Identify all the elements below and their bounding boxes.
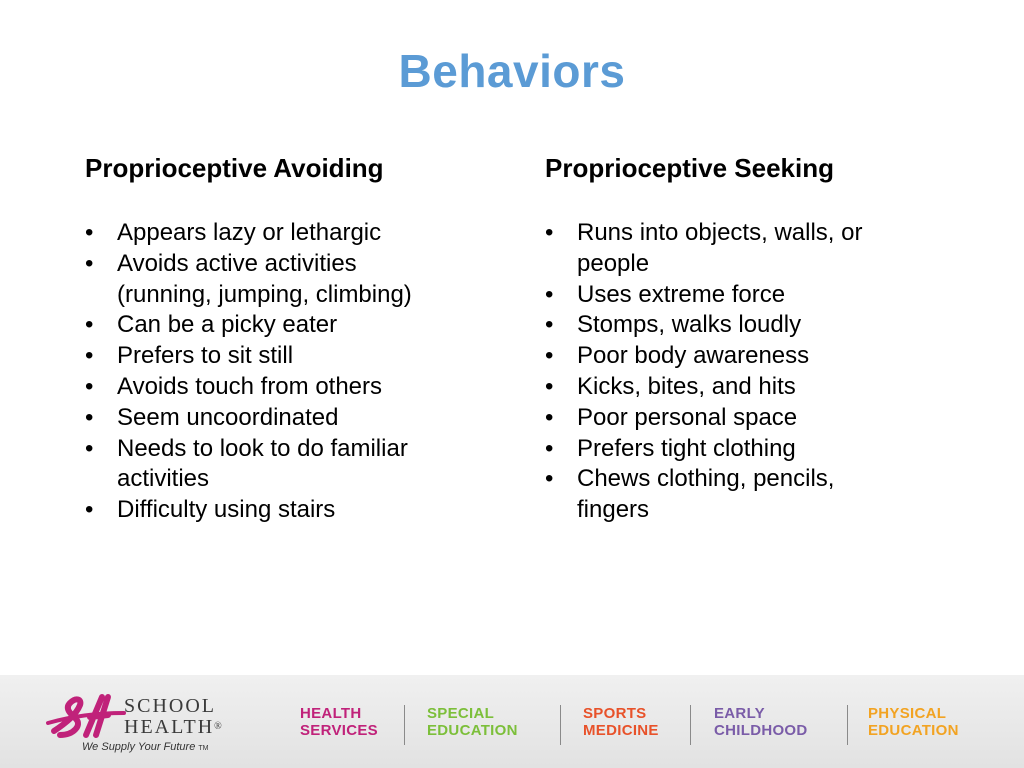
avoiding-list [85,218,485,526]
bullet-item [545,464,945,526]
bullet-text: Seem uncoordinated [117,403,339,431]
bullet-dot-icon: • [85,342,94,370]
bullet-text: activities [117,465,210,493]
bullet-text: Poor personal space [577,403,798,431]
bullet-dot-icon: • [545,311,554,339]
bullet-text: Runs into objects, walls, or [577,219,863,246]
bullet-text: Poor body awareness [577,342,810,370]
bullet-item [85,495,485,526]
bullet-text: Avoids touch from others [117,372,383,400]
bullet-item [85,218,485,249]
logo-text-health: HEALTH® [124,716,222,738]
footer-divider [847,705,848,745]
bullet-text: Chews clothing, pencils, [577,465,835,493]
division-special-education[interactable]: SPECIAL EDUCATION [427,705,518,739]
bullet-dot-icon: • [545,342,554,370]
bullet-dot-icon: • [85,249,94,277]
bullet-dot-icon: • [545,219,554,246]
school-health-logo [46,693,246,757]
bullet-item [545,280,945,311]
bullet-dot-icon: • [85,496,94,524]
bullet-dot-icon: • [545,280,554,308]
bullet-item [545,341,945,372]
sh-logo-mark-icon [46,693,126,741]
bullet-dot-icon: • [85,311,94,339]
bullet-dot-icon: • [545,465,554,493]
logo-text-school: SCHOOL [124,695,217,717]
avoiding-column [85,150,485,526]
bullet-item [85,434,485,496]
bullet-text: Prefers to sit still [117,342,294,370]
bullet-text: Avoids active activities [117,249,357,277]
bullet-item [85,372,485,403]
bullet-text: Needs to look to do familiar [117,434,408,462]
bullet-text: (running, jumping, climbing) [117,280,412,308]
bullet-item [545,434,945,465]
division-physical-education[interactable]: PHYSICAL EDUCATION [868,705,959,739]
bullet-item [545,403,945,434]
bullet-dot-icon: • [85,403,94,431]
bullet-item [545,372,945,403]
division-early-childhood[interactable]: EARLY CHILDHOOD [714,705,808,739]
bullet-dot-icon: • [545,403,554,431]
footer-divider [404,705,405,745]
bullet-text: fingers [577,496,650,524]
bullet-text: Kicks, bites, and hits [577,372,796,400]
footer-divider [690,705,691,745]
bullet-item [85,403,485,434]
bullet-text: Prefers tight clothing [577,434,796,462]
slide-title: Behaviors [398,45,626,97]
seeking-column [545,150,945,526]
bullet-text: Uses extreme force [577,280,786,308]
bullet-dot-icon: • [85,372,94,400]
division-health-services[interactable]: HEALTH SERVICES [300,705,378,739]
logo-tagline: We Supply Your Future TM [82,741,209,753]
seeking-heading: Proprioceptive Seeking [545,153,834,183]
bullet-dot-icon: • [545,434,554,462]
bullet-item [85,310,485,341]
bullet-item [545,310,945,341]
bullet-text: Can be a picky eater [117,311,338,339]
footer-divider [560,705,561,745]
bullet-dot-icon: • [85,434,94,462]
bullet-dot-icon: • [545,372,554,400]
bullet-item [85,249,485,311]
bullet-text: people [577,249,650,277]
seeking-list [545,218,945,526]
bullet-text: Difficulty using stairs [117,496,336,524]
bullet-text: Stomps, walks loudly [577,311,802,339]
avoiding-heading: Proprioceptive Avoiding [85,153,384,183]
bullet-text: Appears lazy or lethargic [117,219,382,246]
division-sports-medicine[interactable]: SPORTS MEDICINE [583,705,659,739]
footer-bar [0,675,1024,768]
bullet-item [545,218,945,280]
bullet-dot-icon: • [85,219,94,246]
bullet-item [85,341,485,372]
